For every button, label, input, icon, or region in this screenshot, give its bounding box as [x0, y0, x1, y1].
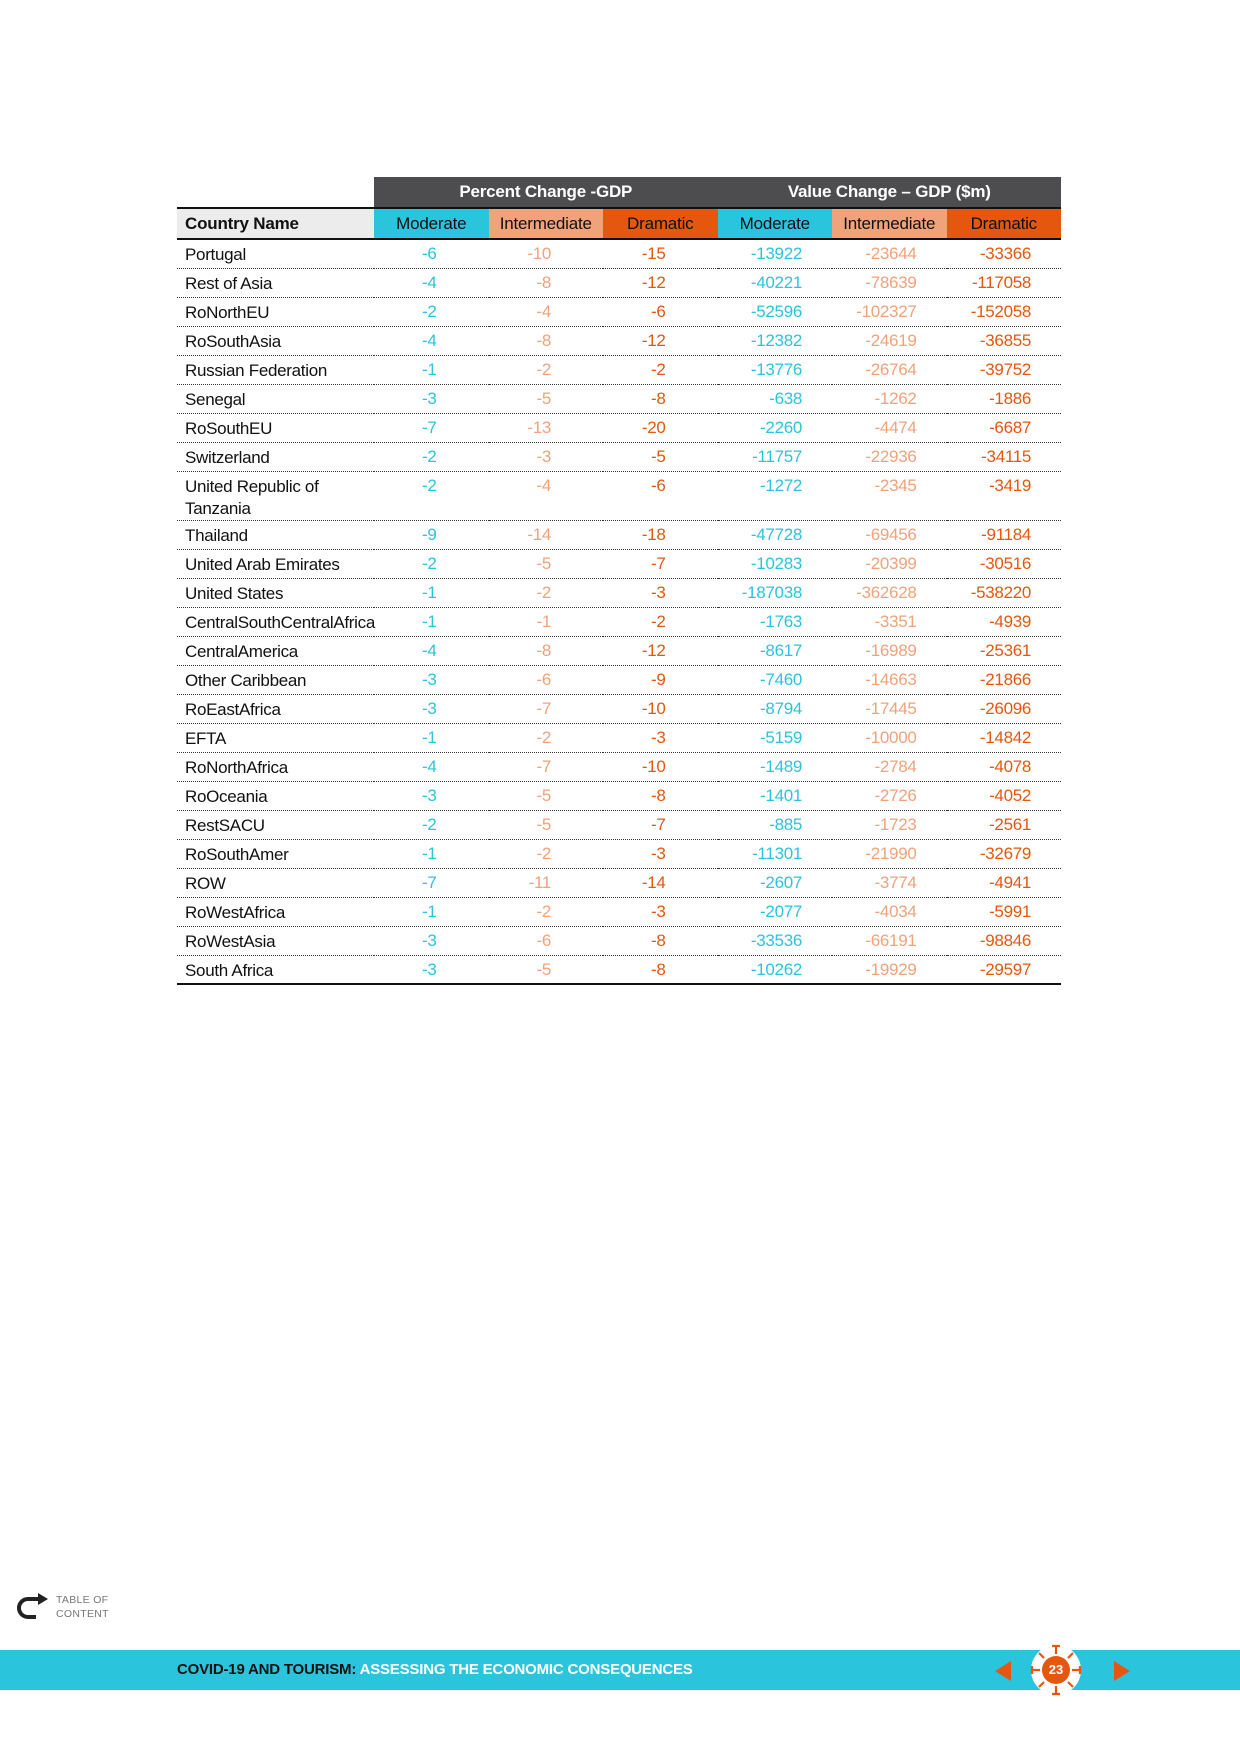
value-dramatic-cell: -1886 — [947, 384, 1062, 413]
value-moderate-header: Moderate — [718, 208, 833, 239]
value-moderate-cell: -47728 — [718, 520, 833, 549]
value-dramatic-cell: -3419 — [947, 471, 1062, 520]
value-intermediate-cell: -26764 — [832, 355, 947, 384]
percent-dramatic-cell: -8 — [603, 955, 718, 984]
table-row — [177, 413, 1061, 442]
value-intermediate-cell: -17445 — [832, 694, 947, 723]
percent-moderate-cell: -1 — [374, 355, 489, 384]
value-dramatic-cell: -25361 — [947, 636, 1062, 665]
country-name-cell: United Arab Emirates — [177, 549, 374, 578]
percent-intermediate-cell: -8 — [489, 326, 604, 355]
table-row — [177, 897, 1061, 926]
table-row — [177, 955, 1061, 984]
percent-intermediate-cell: -5 — [489, 781, 604, 810]
percent-moderate-cell: -1 — [374, 897, 489, 926]
value-dramatic-cell: -98846 — [947, 926, 1062, 955]
value-intermediate-cell: -3774 — [832, 868, 947, 897]
percent-moderate-cell: -3 — [374, 694, 489, 723]
percent-intermediate-cell: -7 — [489, 694, 604, 723]
value-dramatic-cell: -34115 — [947, 442, 1062, 471]
page-number: 23 — [1048, 1662, 1064, 1677]
value-moderate-cell: -2260 — [718, 413, 833, 442]
percent-intermediate-cell: -10 — [489, 239, 604, 268]
value-dramatic-cell: -4941 — [947, 868, 1062, 897]
percent-moderate-cell: -4 — [374, 326, 489, 355]
percent-moderate-cell: -3 — [374, 781, 489, 810]
value-dramatic-cell: -33366 — [947, 239, 1062, 268]
country-name-cell: RoWestAfrica — [177, 897, 374, 926]
value-moderate-cell: -10262 — [718, 955, 833, 984]
value-moderate-cell: -187038 — [718, 578, 833, 607]
value-moderate-cell: -40221 — [718, 268, 833, 297]
table-row — [177, 781, 1061, 810]
value-intermediate-cell: -19929 — [832, 955, 947, 984]
table-row — [177, 839, 1061, 868]
table-row — [177, 665, 1061, 694]
percent-dramatic-header: Dramatic — [603, 208, 718, 239]
next-page-button[interactable] — [1112, 1660, 1132, 1687]
percent-moderate-cell: -1 — [374, 578, 489, 607]
percent-intermediate-cell: -11 — [489, 868, 604, 897]
value-moderate-cell: -7460 — [718, 665, 833, 694]
table-row — [177, 355, 1061, 384]
value-intermediate-cell: -3351 — [832, 607, 947, 636]
country-name-cell: United States — [177, 578, 374, 607]
percent-moderate-cell: -7 — [374, 413, 489, 442]
percent-dramatic-cell: -12 — [603, 636, 718, 665]
previous-page-button[interactable] — [993, 1660, 1013, 1687]
country-name-cell: CentralSouthCentralAfrica — [177, 607, 374, 636]
value-moderate-cell: -10283 — [718, 549, 833, 578]
value-dramatic-cell: -4052 — [947, 781, 1062, 810]
country-name-cell: RoNorthEU — [177, 297, 374, 326]
percent-moderate-cell: -3 — [374, 665, 489, 694]
sub-header-row — [177, 208, 1061, 239]
group-header-row — [177, 177, 1061, 208]
value-intermediate-cell: -1262 — [832, 384, 947, 413]
value-moderate-cell: -33536 — [718, 926, 833, 955]
percent-dramatic-cell: -3 — [603, 897, 718, 926]
percent-dramatic-cell: -12 — [603, 268, 718, 297]
percent-moderate-cell: -2 — [374, 810, 489, 839]
value-intermediate-cell: -4034 — [832, 897, 947, 926]
percent-dramatic-cell: -15 — [603, 239, 718, 268]
percent-intermediate-cell: -1 — [489, 607, 604, 636]
value-dramatic-cell: -14842 — [947, 723, 1062, 752]
table-row — [177, 752, 1061, 781]
percent-moderate-cell: -4 — [374, 636, 489, 665]
percent-intermediate-cell: -7 — [489, 752, 604, 781]
value-dramatic-cell: -32679 — [947, 839, 1062, 868]
table-row — [177, 384, 1061, 413]
percent-dramatic-cell: -7 — [603, 810, 718, 839]
table-row — [177, 442, 1061, 471]
percent-dramatic-cell: -14 — [603, 868, 718, 897]
percent-dramatic-cell: -3 — [603, 839, 718, 868]
value-dramatic-cell: -5991 — [947, 897, 1062, 926]
value-dramatic-cell: -26096 — [947, 694, 1062, 723]
percent-intermediate-header: Intermediate — [489, 208, 604, 239]
percent-dramatic-cell: -20 — [603, 413, 718, 442]
country-name-cell: RoEastAfrica — [177, 694, 374, 723]
percent-dramatic-cell: -8 — [603, 781, 718, 810]
percent-moderate-cell: -2 — [374, 471, 489, 520]
footer-bar — [0, 1650, 1240, 1690]
value-moderate-cell: -2077 — [718, 897, 833, 926]
percent-intermediate-cell: -6 — [489, 665, 604, 694]
country-name-cell: Portugal — [177, 239, 374, 268]
percent-dramatic-cell: -7 — [603, 549, 718, 578]
value-dramatic-cell: -21866 — [947, 665, 1062, 694]
value-dramatic-cell: -29597 — [947, 955, 1062, 984]
value-moderate-cell: -11757 — [718, 442, 833, 471]
footer-title-sub: ASSESSING THE ECONOMIC CONSEQUENCES — [356, 1661, 693, 1678]
value-moderate-cell: -12382 — [718, 326, 833, 355]
country-name-cell: South Africa — [177, 955, 374, 984]
table-row — [177, 810, 1061, 839]
value-intermediate-cell: -10000 — [832, 723, 947, 752]
table-row — [177, 268, 1061, 297]
blank-header-cell — [177, 177, 374, 208]
country-name-cell: Rest of Asia — [177, 268, 374, 297]
value-intermediate-cell: -102327 — [832, 297, 947, 326]
percent-moderate-cell: -3 — [374, 955, 489, 984]
country-name-cell: RestSACU — [177, 810, 374, 839]
percent-moderate-cell: -2 — [374, 549, 489, 578]
percent-moderate-cell: -2 — [374, 297, 489, 326]
country-name-cell: Senegal — [177, 384, 374, 413]
percent-dramatic-cell: -8 — [603, 384, 718, 413]
percent-intermediate-cell: -2 — [489, 897, 604, 926]
table-row — [177, 578, 1061, 607]
percent-moderate-cell: -3 — [374, 384, 489, 413]
percent-moderate-cell: -1 — [374, 839, 489, 868]
table-row — [177, 636, 1061, 665]
table-row — [177, 549, 1061, 578]
percent-dramatic-cell: -2 — [603, 607, 718, 636]
percent-dramatic-cell: -8 — [603, 926, 718, 955]
percent-dramatic-cell: -6 — [603, 471, 718, 520]
percent-dramatic-cell: -2 — [603, 355, 718, 384]
value-dramatic-cell: -117058 — [947, 268, 1062, 297]
percent-intermediate-cell: -2 — [489, 578, 604, 607]
page-number-badge — [1026, 1640, 1086, 1700]
value-intermediate-cell: -4474 — [832, 413, 947, 442]
table-row — [177, 607, 1061, 636]
percent-intermediate-cell: -6 — [489, 926, 604, 955]
table-row — [177, 520, 1061, 549]
value-intermediate-cell: -21990 — [832, 839, 947, 868]
table-body — [177, 239, 1061, 984]
country-name-cell: RoWestAsia — [177, 926, 374, 955]
value-moderate-cell: -8794 — [718, 694, 833, 723]
country-name-cell: Thailand — [177, 520, 374, 549]
value-intermediate-cell: -23644 — [832, 239, 947, 268]
gdp-change-table — [177, 177, 1061, 985]
value-moderate-cell: -13776 — [718, 355, 833, 384]
value-moderate-cell: -1763 — [718, 607, 833, 636]
value-moderate-cell: -1489 — [718, 752, 833, 781]
percent-moderate-cell: -1 — [374, 607, 489, 636]
percent-intermediate-cell: -5 — [489, 810, 604, 839]
value-dramatic-cell: -39752 — [947, 355, 1062, 384]
value-dramatic-cell: -6687 — [947, 413, 1062, 442]
value-intermediate-cell: -20399 — [832, 549, 947, 578]
percent-dramatic-cell: -6 — [603, 297, 718, 326]
value-intermediate-cell: -66191 — [832, 926, 947, 955]
triangle-left-icon — [993, 1660, 1013, 1682]
value-intermediate-cell: -1723 — [832, 810, 947, 839]
triangle-right-icon — [1112, 1660, 1132, 1682]
table-row — [177, 326, 1061, 355]
value-dramatic-cell: -4939 — [947, 607, 1062, 636]
percent-moderate-cell: -2 — [374, 442, 489, 471]
percent-intermediate-cell: -8 — [489, 268, 604, 297]
country-name-cell: ROW — [177, 868, 374, 897]
country-name-header: Country Name — [177, 208, 374, 239]
value-moderate-cell: -638 — [718, 384, 833, 413]
value-dramatic-cell: -152058 — [947, 297, 1062, 326]
value-moderate-cell: -13922 — [718, 239, 833, 268]
percent-dramatic-cell: -10 — [603, 694, 718, 723]
table-row — [177, 694, 1061, 723]
percent-dramatic-cell: -9 — [603, 665, 718, 694]
value-dramatic-cell: -4078 — [947, 752, 1062, 781]
percent-dramatic-cell: -3 — [603, 578, 718, 607]
percent-intermediate-cell: -13 — [489, 413, 604, 442]
table-row — [177, 297, 1061, 326]
value-moderate-cell: -11301 — [718, 839, 833, 868]
percent-dramatic-cell: -12 — [603, 326, 718, 355]
value-intermediate-cell: -2726 — [832, 781, 947, 810]
value-moderate-cell: -1401 — [718, 781, 833, 810]
value-moderate-cell: -1272 — [718, 471, 833, 520]
percent-moderate-cell: -4 — [374, 752, 489, 781]
country-name-cell: CentralAmerica — [177, 636, 374, 665]
value-dramatic-cell: -91184 — [947, 520, 1062, 549]
value-intermediate-cell: -69456 — [832, 520, 947, 549]
percent-dramatic-cell: -3 — [603, 723, 718, 752]
percent-moderate-cell: -3 — [374, 926, 489, 955]
country-name-cell: RoSouthEU — [177, 413, 374, 442]
value-dramatic-header: Dramatic — [947, 208, 1062, 239]
country-name-cell: Other Caribbean — [177, 665, 374, 694]
value-intermediate-header: Intermediate — [832, 208, 947, 239]
value-moderate-cell: -5159 — [718, 723, 833, 752]
percent-intermediate-cell: -5 — [489, 549, 604, 578]
percent-dramatic-cell: -10 — [603, 752, 718, 781]
table-of-content-link[interactable] — [16, 1593, 109, 1621]
country-name-cell: RoOceania — [177, 781, 374, 810]
value-dramatic-cell: -538220 — [947, 578, 1062, 607]
toc-line-2: CONTENT — [56, 1608, 109, 1620]
percent-moderate-header: Moderate — [374, 208, 489, 239]
value-intermediate-cell: -24619 — [832, 326, 947, 355]
value-change-header: Value Change – GDP ($m) — [718, 177, 1062, 208]
footer-title-main: COVID-19 AND TOURISM: — [177, 1661, 357, 1678]
percent-intermediate-cell: -8 — [489, 636, 604, 665]
table-of-content-label — [56, 1593, 109, 1621]
gdp-change-table-container — [177, 177, 1061, 985]
percent-intermediate-cell: -3 — [489, 442, 604, 471]
country-name-cell: RoSouthAsia — [177, 326, 374, 355]
percent-moderate-cell: -6 — [374, 239, 489, 268]
footer-title — [177, 1661, 693, 1678]
percent-intermediate-cell: -5 — [489, 955, 604, 984]
country-name-cell: RoNorthAfrica — [177, 752, 374, 781]
percent-moderate-cell: -7 — [374, 868, 489, 897]
percent-dramatic-cell: -5 — [603, 442, 718, 471]
table-row — [177, 723, 1061, 752]
value-moderate-cell: -8617 — [718, 636, 833, 665]
country-name-cell: Russian Federation — [177, 355, 374, 384]
percent-intermediate-cell: -2 — [489, 355, 604, 384]
value-intermediate-cell: -2784 — [832, 752, 947, 781]
percent-intermediate-cell: -4 — [489, 297, 604, 326]
country-name-cell: RoSouthAmer — [177, 839, 374, 868]
value-intermediate-cell: -16989 — [832, 636, 947, 665]
value-intermediate-cell: -362628 — [832, 578, 947, 607]
toc-line-1: TABLE OF — [56, 1594, 109, 1606]
percent-dramatic-cell: -18 — [603, 520, 718, 549]
percent-change-header: Percent Change -GDP — [374, 177, 718, 208]
percent-intermediate-cell: -14 — [489, 520, 604, 549]
percent-intermediate-cell: -4 — [489, 471, 604, 520]
value-moderate-cell: -52596 — [718, 297, 833, 326]
percent-moderate-cell: -9 — [374, 520, 489, 549]
value-dramatic-cell: -36855 — [947, 326, 1062, 355]
percent-intermediate-cell: -2 — [489, 839, 604, 868]
value-dramatic-cell: -2561 — [947, 810, 1062, 839]
value-intermediate-cell: -78639 — [832, 268, 947, 297]
return-arrow-icon — [16, 1593, 50, 1621]
percent-intermediate-cell: -2 — [489, 723, 604, 752]
table-row — [177, 926, 1061, 955]
value-intermediate-cell: -22936 — [832, 442, 947, 471]
country-name-cell: United Republic of Tanzania — [177, 471, 374, 520]
table-row — [177, 868, 1061, 897]
value-dramatic-cell: -30516 — [947, 549, 1062, 578]
table-row — [177, 471, 1061, 520]
percent-moderate-cell: -4 — [374, 268, 489, 297]
value-moderate-cell: -2607 — [718, 868, 833, 897]
percent-intermediate-cell: -5 — [489, 384, 604, 413]
table-row — [177, 239, 1061, 268]
country-name-cell: Switzerland — [177, 442, 374, 471]
value-intermediate-cell: -2345 — [832, 471, 947, 520]
country-name-cell: EFTA — [177, 723, 374, 752]
percent-moderate-cell: -1 — [374, 723, 489, 752]
value-moderate-cell: -885 — [718, 810, 833, 839]
value-intermediate-cell: -14663 — [832, 665, 947, 694]
